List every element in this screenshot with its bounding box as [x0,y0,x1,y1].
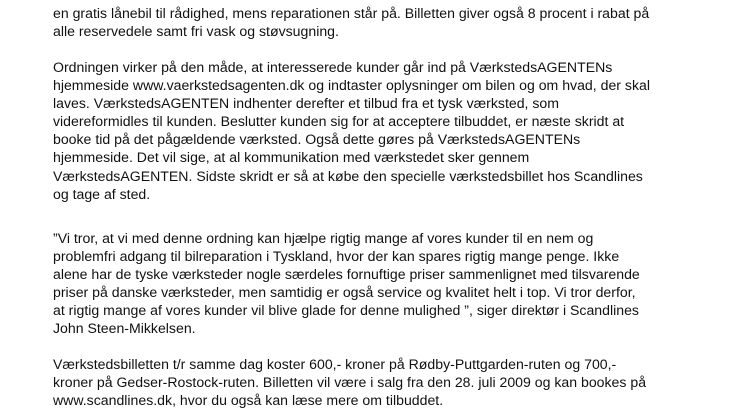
text-line: en gratis lånebil til rådighed, mens reparationen står på. Billetten giver også 8 procent i rabat på [53,5,650,21]
text-line: laves. VærkstedsAGENTEN indhenter derefter et tilbud fra et tysk værksted, som [53,95,560,112]
paragraph-how-it-works [53,58,650,203]
text-line: kroner på Gedser-Rostock-ruten. Billetten vil være i salg fra den 28. juli 2009 og kan bookes på [53,374,647,391]
text-line: hjemmeside www.vaerkstedsagenten.dk og indtaster oplysninger om bilen og om hvad, der skal [53,77,650,94]
text-line: Værkstedsbilletten t/r samme dag koster 600,- kroner på Rødby-Puttgarden-ruten og 700,- [53,356,617,372]
paragraph-loan-car [53,4,649,40]
text-line: alle reservedele samt fri vask og støvsugning. [53,23,339,40]
text-line: priser på danske værksteder, men samtidig er også service og kvalitet helt i top. Vi tror derfor, [53,284,636,301]
text-line: alene har de tyske værksteder nogle særdeles fornuftige priser sammenlignet med tilsvarende [53,266,640,283]
text-line: www.scandlines.dk, hvor du også kan læse mere om tilbuddet. [53,392,444,409]
text-line: John Steen-Mikkelsen. [53,320,196,337]
paragraph-pricing [53,355,646,409]
text-line: VærkstedsAGENTEN. Sidste skridt er så at købe den specielle værkstedsbillet hos Scandlines [53,167,643,184]
text-line: booke tid på det pågældende værksted. Også dette gøres på VærkstedsAGENTENs [53,131,581,148]
paragraph-quote [53,229,640,338]
text-line: hjemmeside. Det vil sige, at al kommunikation med værkstedet sker gennem [53,149,530,166]
text-line: problemfri adgang til bilreparation i Tyskland, hvor der kan spares rigtig mange penge. Ikke [53,248,620,265]
text-line: videreformidles til kunden. Beslutter kunden sig for at acceptere tilbuddet, er næste skridt at [53,113,625,130]
text-line: og tage af sted. [53,185,151,202]
text-line: ”Vi tror, at vi med denne ordning kan hjælpe rigtig mange af vores kunder til en nem og [53,230,594,246]
text-line: Ordningen virker på den måde, at interesserede kunder går ind på VærkstedsAGENTENs [53,59,613,75]
text-line: at rigtig mange af vores kunder vil blive glade for denne mulighed ”, siger direktør i Scandlines [53,302,639,319]
